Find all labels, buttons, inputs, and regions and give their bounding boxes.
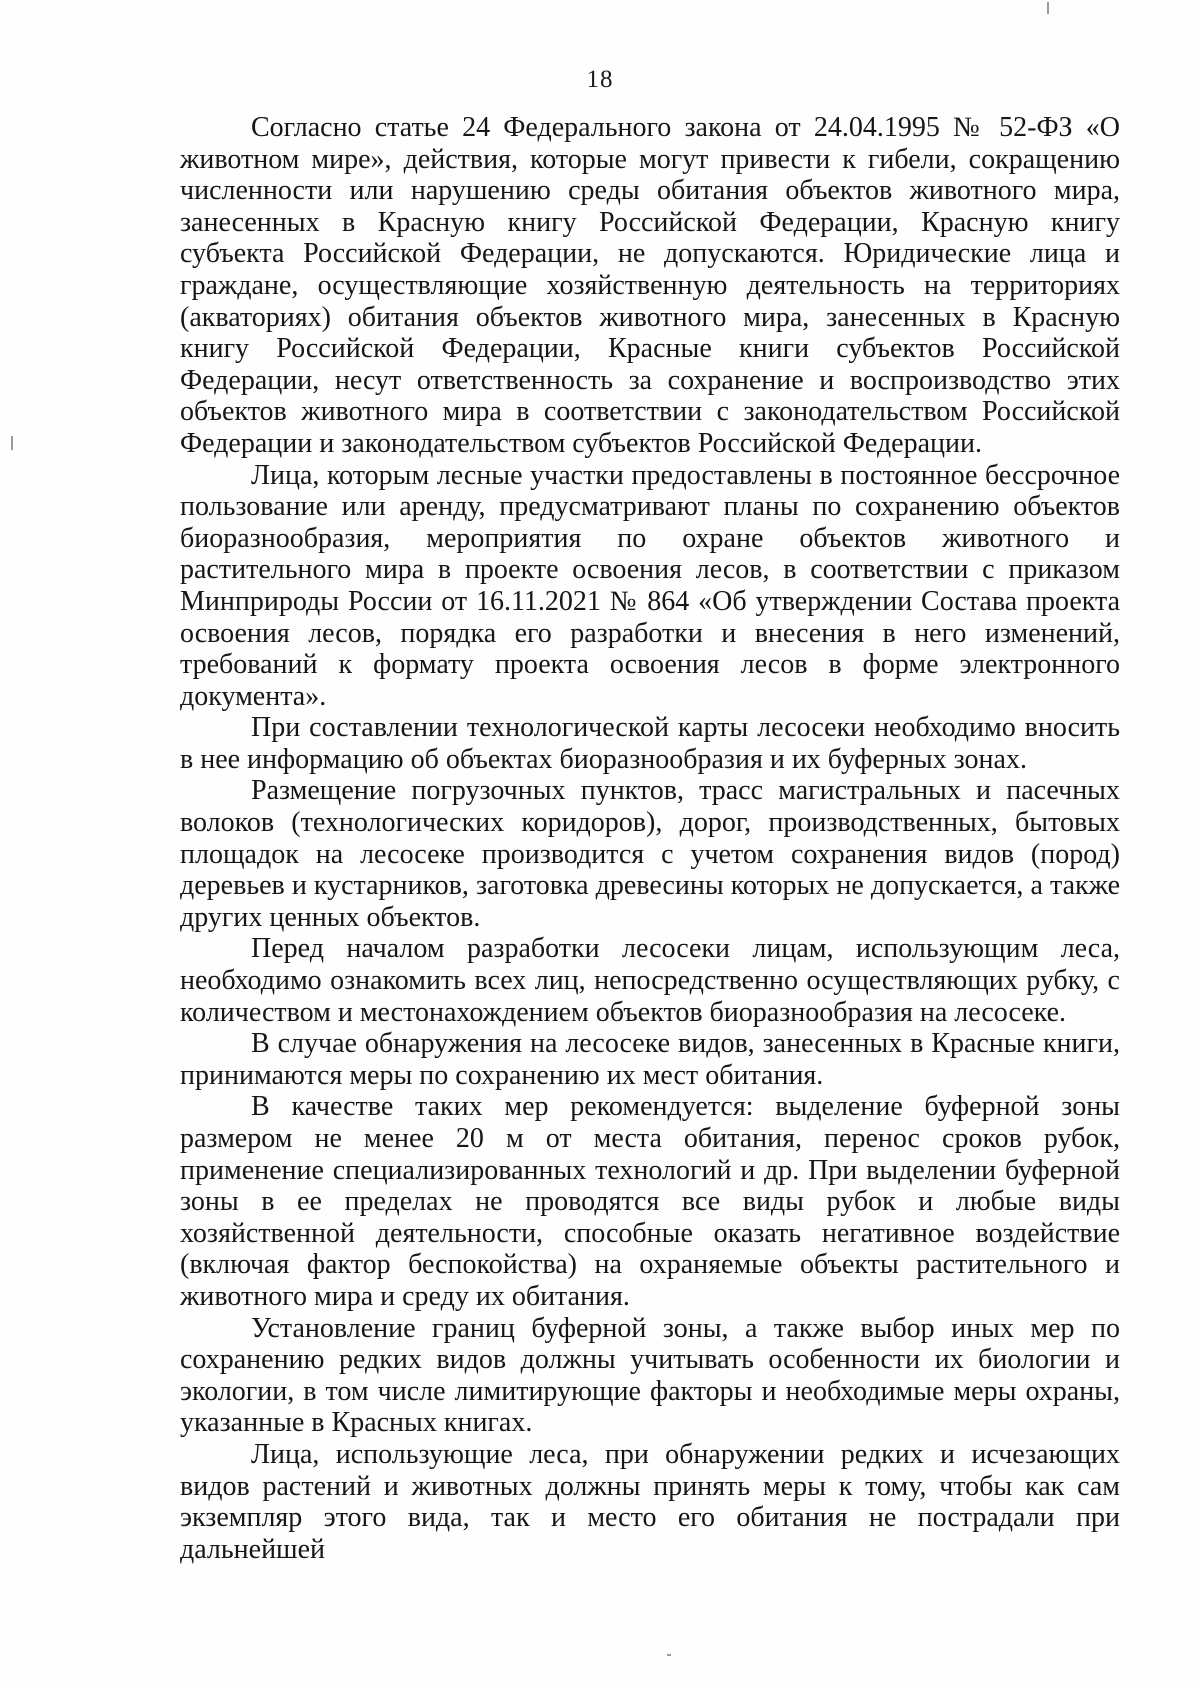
paragraph-6: В случае обнаружения на лесосеке видов, занесенных в Красные книги, принимаются меры по сохранению их мест обитания. bbox=[180, 1028, 1120, 1091]
paragraph-2: Лица, которым лесные участки предоставлены в постоянное бессрочное пользование или аренду, предусматривают планы по сохранению объектов биоразнообразия, мероприятия по охране объектов животного и растительного мира в проекте освоения лесов, в соответствии с приказом Минприроды России от 16.11.2021 № 864 «Об утверждении Состава проекта освоения лесов, порядка его разработки и внесения в него изменений, требований к формату проекта освоения лесов в форме электронного документа». bbox=[180, 459, 1120, 712]
body-text bbox=[180, 112, 1120, 1565]
scan-mark bbox=[11, 436, 13, 450]
scan-mark bbox=[1047, 2, 1049, 14]
paragraph-4: Размещение погрузочных пунктов, трасс магистральных и пасечных волоков (технологических коридоров), дорог, производственных, бытовых площадок на лесосеке производится с учетом сохранения видов (пород) деревьев и кустарников, заготовка древесины которых не допускается, а также других ценных объектов. bbox=[180, 775, 1120, 933]
paragraph-8: Установление границ буферной зоны, а также выбор иных мер по сохранению редких видов должны учитывать особенности их биологии и экологии, в том числе лимитирующие факторы и необходимые меры охраны, указанные в Красных книгах. bbox=[180, 1312, 1120, 1439]
paragraph-1: Согласно статье 24 Федерального закона от 24.04.1995 № 52-ФЗ «О животном мире», действия, которые могут привести к гибели, сокращению численности или нарушению среды обитания объектов животного мира, занесенных в Красную книгу Российской Федерации, Красную книгу субъекта Российской Федерации, не допускаются. Юридические лица и граждане, осуществляющие хозяйственную деятельность на территориях (акваториях) обитания объектов животного мира, занесенных в Красную книгу Российской Федерации, Красные книги субъектов Российской Федерации, несут ответственность за сохранение и воспроизводство этих объектов животного мира в соответствии с законодательством Российской Федерации и законодательством субъектов Российской Федерации. bbox=[180, 112, 1120, 459]
page-number: 18 bbox=[586, 66, 614, 93]
paragraph-5: Перед началом разработки лесосеки лицам, использующим леса, необходимо ознакомить всех лиц, непосредственно осуществляющих рубку, с количеством и местонахождением объектов биоразнообразия на лесосеке. bbox=[180, 933, 1120, 1028]
paragraph-3: При составлении технологической карты лесосеки необходимо вносить в нее информацию об объектах биоразнообразия и их буферных зонах. bbox=[180, 712, 1120, 775]
scan-mark bbox=[667, 1654, 671, 1656]
paragraph-9: Лица, использующие леса, при обнаружении редких и исчезающих видов растений и животных должны принять меры к тому, чтобы как сам экземпляр этого вида, так и место его обитания не пострадали при дальнейшей bbox=[180, 1438, 1120, 1565]
paragraph-7: В качестве таких мер рекомендуется: выделение буферной зоны размером не менее 20 м от места обитания, перенос сроков рубок, применение специализированных технологий и др. При выделении буферной зоны в ее пределах не проводятся все виды рубок и любые виды хозяйственной деятельности, способные оказать негативное воздействие (включая фактор беспокойства) на охраняемые объекты растительного и животного мира и среду их обитания. bbox=[180, 1091, 1120, 1312]
